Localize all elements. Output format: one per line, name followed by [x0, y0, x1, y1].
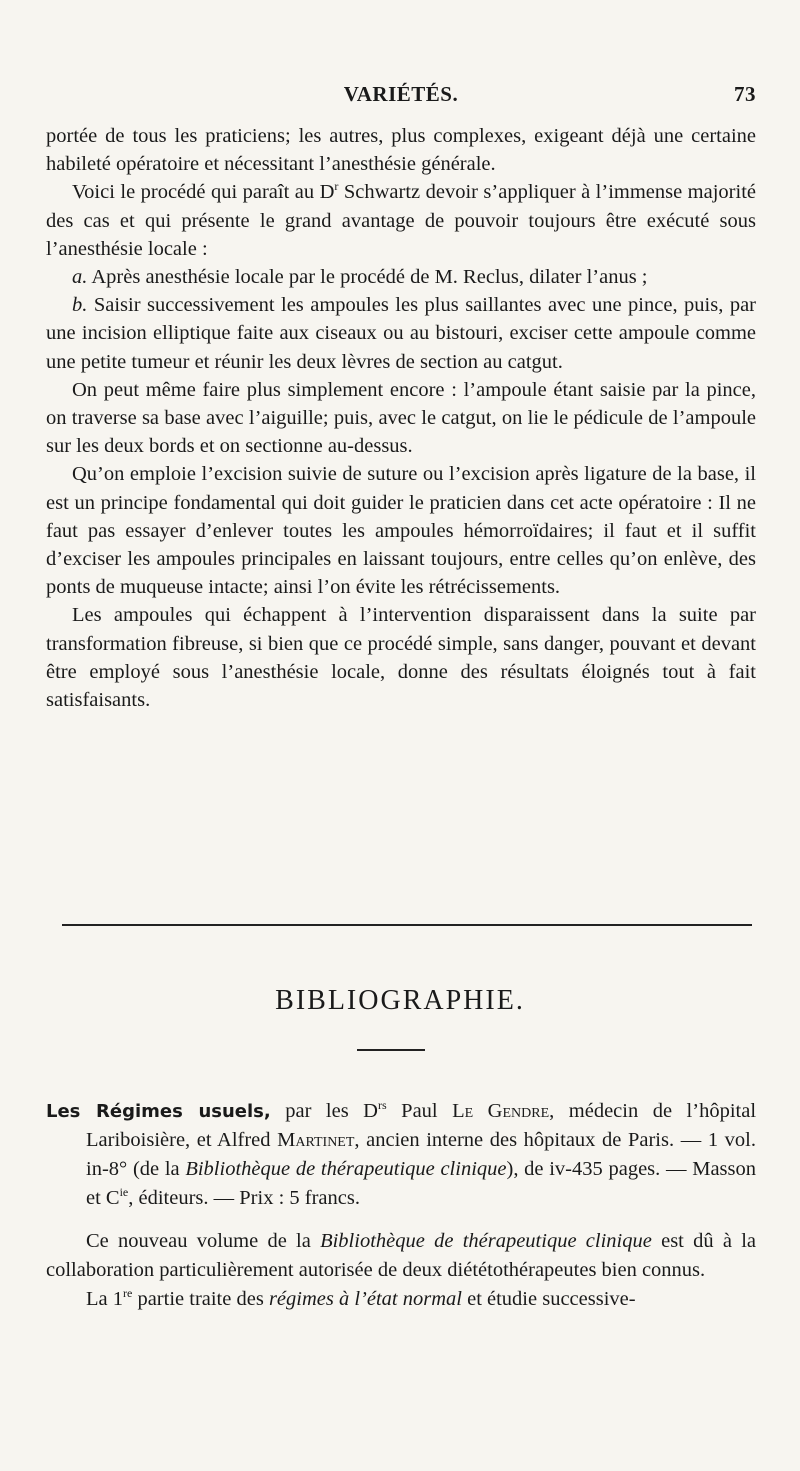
bibliography-section [46, 1097, 756, 1314]
entry-title: Les Régimes usuels, [46, 1101, 271, 1122]
page-number: 73 [734, 82, 756, 106]
p3-text: Après anesthésie locale par le procédé de M. Reclus, dilater l’anus ; [87, 266, 648, 289]
paragraph-7: Les ampoules qui échappent à l’intervention disparaissent dans la suite par transformation fibreuse, si bien que ce procédé simple, sans danger, pouvant et devant être employé sous l’anesthésie locale, donne des résultats éloignés tout à fait satisfaisants. [46, 604, 756, 712]
review-paragraph-1 [46, 1227, 756, 1285]
section-title: BIBLIOGRAPHIE. [275, 985, 525, 1016]
review-p2-text-a: La 1 [86, 1288, 123, 1310]
paragraph-5: On peut même faire plus simplement encore : l’ampoule étant saisie par la pince, on traverse sa base avec l’aiguille; puis, avec le catgut, on lie le pédicule de l’ampoule sur les deux bords et on sectionne au-dessus. [46, 378, 756, 458]
paragraph-3 [46, 263, 756, 291]
entry-author2-role: , ancien interne des hôpitaux de Paris. — 1 vol. in-8° (de la [86, 1129, 756, 1180]
review-p1-series: Bibliothèque de thérapeutique clinique [320, 1230, 652, 1252]
p2-text-a: Voici le procédé qui paraît au D [72, 181, 335, 204]
entry-series: Bibliothèque de thérapeutique clinique [185, 1158, 507, 1180]
list-label-a: a. [72, 266, 88, 289]
paragraph-1: portée de tous les praticiens; les autres, plus complexes, exigeant déjà une certaine habileté opératoire et nécessitant l’anesthésie générale. [46, 125, 756, 176]
bibliography-entry [46, 1097, 756, 1213]
review-p2-superscript: re [123, 1286, 133, 1301]
paragraph-2 [46, 178, 756, 263]
entry-author1-first: Paul [386, 1100, 453, 1122]
entry-pages: ), de iv-435 pages. — Masson et C [86, 1158, 756, 1209]
review-paragraph-2 [46, 1285, 756, 1314]
entry-company-superscript: ie [119, 1185, 129, 1200]
list-label-b: b. [72, 294, 88, 317]
running-head [46, 82, 756, 112]
review-p2-text-b: partie traite des [132, 1288, 269, 1310]
p2-superscript: r [334, 179, 339, 194]
review-p2-text-c: et étudie successive- [461, 1288, 636, 1310]
review-p1-text-b: est dû à la collaboration particulièrement autorisée de deux diététothérapeutes bien connus. [46, 1230, 756, 1281]
p2-text-b: Schwartz devoir s’appliquer à l’immense majorité des cas et qui présente le grand avantage de pouvoir toujours être exécuté sous l’anesthésie locale : [46, 181, 756, 260]
entry-publisher: , éditeurs. — Prix : 5 francs. [128, 1187, 360, 1209]
paragraph-4 [46, 291, 756, 376]
review-p2-italic: régimes à l’état normal [268, 1288, 462, 1310]
paragraph-6: Qu’on emploie l’excision suivie de suture ou l’excision après ligature de la base, il est un principe fondamental qui doit guider le praticien dans cet acte opératoire : Il ne faut pas essayer d’enlever toutes les ampoules hémorroïdaires; il faut et il suffit d’exciser les ampoules principales en laissant toujours, entre celles qu’on enlève, des ponts de muqueuse intacte; ainsi l’on évite les rétrécissements. [46, 463, 756, 599]
title-underline-rule [357, 1049, 425, 1051]
entry-by: par les D [270, 1100, 378, 1122]
entry-author2-name: Martinet [277, 1129, 355, 1151]
entry-author1-role: , médecin de l’hôpital Lariboisière, et Alfred [86, 1100, 757, 1151]
entry-by-superscript: rs [378, 1098, 387, 1113]
entry-author1-name: Le Gendre [452, 1100, 550, 1122]
review-p1-text-a: Ce nouveau volume de la [86, 1230, 321, 1252]
section-divider-rule [62, 924, 752, 926]
running-title: VARIÉTÉS. [343, 82, 459, 106]
article-body [46, 122, 756, 714]
p4-text: Saisir successivement les ampoules les plus saillantes avec une pince, puis, par une incision elliptique faite aux ciseaux ou au bistouri, exciser cette ampoule comme une petite tumeur et réunir les deux lèvres de section au catgut. [46, 294, 756, 373]
